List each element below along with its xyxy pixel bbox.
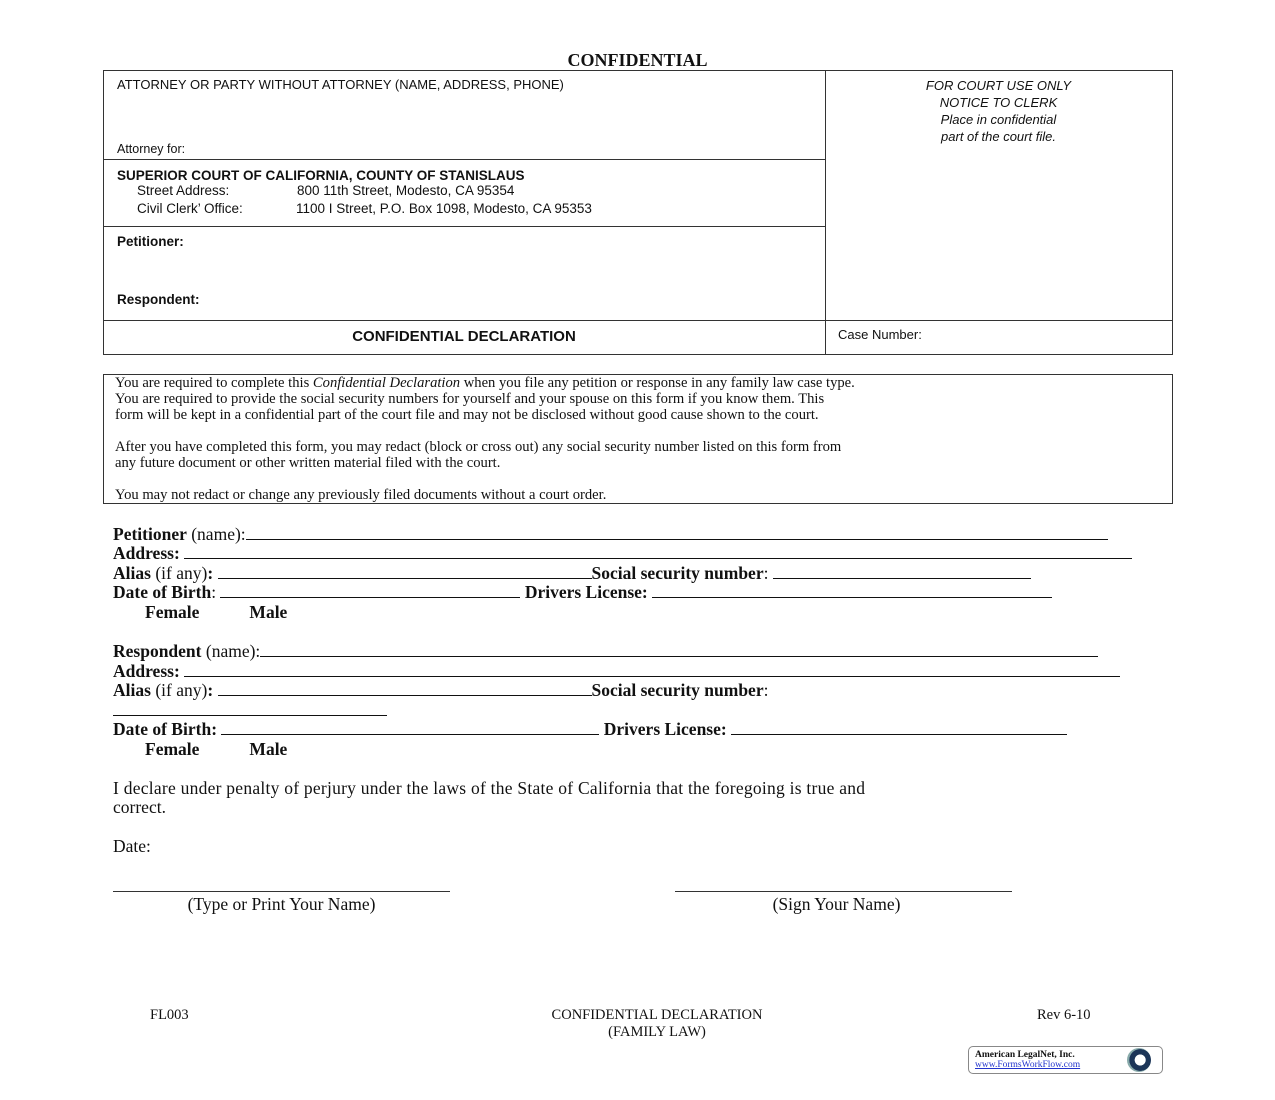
- notice-text-segment: You are required to complete this: [115, 375, 313, 391]
- declaration-text: correct.: [113, 797, 166, 817]
- field-label: Address:: [113, 661, 180, 681]
- petitioner-address-blank[interactable]: [184, 544, 1132, 559]
- clerk-value: 1100 I Street, P.O. Box 1098, Modesto, CA 95353: [296, 201, 592, 216]
- revision: Rev 6-10: [1037, 1007, 1091, 1023]
- form-title: CONFIDENTIAL DECLARATION: [352, 328, 576, 345]
- logo-url-link[interactable]: www.FormsWorkFlow.com: [975, 1060, 1081, 1070]
- footer-title-line: (FAMILY LAW): [608, 1024, 706, 1040]
- field-label: Date of Birth: [113, 582, 212, 602]
- divider: [103, 226, 825, 227]
- petitioner-dl-blank[interactable]: [652, 583, 1052, 598]
- notice-text-segment: when you file any petition or response in any family law case type.: [460, 375, 855, 391]
- field-label: Alias: [113, 563, 151, 583]
- field-label: Address:: [113, 543, 180, 563]
- female-option[interactable]: Female: [145, 739, 200, 759]
- signature-line[interactable]: [675, 891, 1012, 892]
- street-value: 800 11th Street, Modesto, CA 95354: [297, 183, 515, 198]
- male-option[interactable]: Male: [249, 739, 288, 759]
- field-label: Date of Birth: [113, 719, 212, 739]
- respondent-ssn-field[interactable]: [113, 700, 387, 720]
- date-label[interactable]: Date:: [113, 836, 151, 856]
- respondent-label[interactable]: Respondent:: [117, 292, 200, 307]
- petitioner-address-field[interactable]: [113, 543, 1132, 563]
- field-label: :: [211, 582, 217, 602]
- field-label: (name):: [186, 524, 246, 544]
- field-label: (if any): [150, 680, 208, 700]
- field-label: :: [207, 563, 214, 583]
- court-use-block: [826, 77, 1171, 145]
- declaration-text: I declare under penalty of perjury under the laws of the State of California that the foregoing is true and: [113, 778, 866, 798]
- respondent-gender-options: [145, 739, 287, 759]
- notice-text-italic: Confidential Declaration: [312, 375, 461, 391]
- field-label: Social security number: [591, 680, 764, 700]
- court-use-line: Place in confidential: [940, 112, 1057, 127]
- footer-title-line: CONFIDENTIAL DECLARATION: [551, 1007, 763, 1023]
- field-label: Drivers License:: [603, 719, 727, 739]
- petitioner-name-blank[interactable]: [246, 525, 1108, 540]
- petitioner-label[interactable]: Petitioner:: [117, 234, 184, 249]
- male-option[interactable]: Male: [249, 602, 288, 622]
- respondent-dl-blank[interactable]: [731, 720, 1067, 735]
- petitioner-dob-field[interactable]: [113, 582, 1052, 602]
- petitioner-dob-blank[interactable]: [220, 583, 520, 598]
- court-use-line: part of the court file.: [941, 129, 1056, 144]
- field-label: Respondent: [113, 641, 202, 661]
- petitioner-ssn-blank[interactable]: [773, 564, 1031, 579]
- respondent-ssn-blank[interactable]: [113, 701, 387, 716]
- field-label: Alias: [113, 680, 151, 700]
- court-use-line: FOR COURT USE ONLY: [925, 78, 1072, 93]
- clerk-label: Civil Clerk’ Office:: [137, 201, 243, 216]
- divider: [103, 159, 825, 160]
- field-label: :: [763, 563, 769, 583]
- field-label: :: [207, 680, 214, 700]
- field-label: (if any): [150, 563, 208, 583]
- notice-line: any future document or other written material filed with the court.: [115, 455, 501, 471]
- notice-line: You may not redact or change any previously filed documents without a court order.: [115, 487, 607, 503]
- female-option[interactable]: Female: [145, 602, 200, 622]
- header-title: CONFIDENTIAL: [567, 50, 708, 70]
- respondent-dob-blank[interactable]: [221, 720, 599, 735]
- notice-line: After you have completed this form, you may redact (block or cross out) any social security number listed on this form from: [115, 439, 842, 455]
- street-label: Street Address:: [137, 183, 230, 198]
- attorney-for-label[interactable]: Attorney for:: [117, 142, 186, 156]
- court-name: SUPERIOR COURT OF CALIFORNIA, COUNTY OF STANISLAUS: [117, 168, 525, 183]
- petitioner-alias-field[interactable]: [113, 563, 1031, 583]
- field-label: Petitioner: [113, 524, 187, 544]
- case-number-label[interactable]: Case Number:: [838, 327, 922, 342]
- respondent-alias-blank[interactable]: [218, 681, 592, 696]
- court-use-line: NOTICE TO CLERK: [939, 95, 1058, 110]
- notice-text: [115, 375, 855, 503]
- field-label: Drivers License:: [524, 582, 648, 602]
- petitioner-gender-options: [145, 602, 287, 622]
- footer-title: [457, 1007, 857, 1041]
- respondent-address-blank[interactable]: [184, 662, 1120, 677]
- print-name-line[interactable]: [113, 891, 450, 892]
- field-label: Social security number: [591, 563, 764, 583]
- globe-icon: [1127, 1048, 1151, 1072]
- respondent-name-blank[interactable]: [260, 642, 1098, 657]
- american-legalnet-logo[interactable]: [968, 1046, 1163, 1074]
- attorney-label[interactable]: ATTORNEY OR PARTY WITHOUT ATTORNEY (NAME, ADDRESS, PHONE): [117, 77, 564, 92]
- form-id: FL003: [150, 1007, 189, 1023]
- respondent-address-field[interactable]: [113, 661, 1120, 681]
- respondent-name-field[interactable]: [113, 641, 1098, 661]
- divider: [103, 320, 1173, 321]
- notice-line: form will be kept in a confidential part of the court file and may not be disclosed without good cause shown to the court.: [115, 407, 819, 423]
- logo-company: American LegalNet, Inc.: [975, 1050, 1075, 1060]
- field-label: :: [211, 719, 218, 739]
- notice-line: You are required to provide the social security numbers for yourself and your spouse on this form if you know them. This: [115, 391, 825, 407]
- respondent-dob-field[interactable]: [113, 719, 1067, 739]
- petitioner-name-field[interactable]: [113, 524, 1108, 544]
- respondent-alias-field[interactable]: [113, 680, 768, 700]
- field-label: :: [763, 680, 769, 700]
- sign-name-label: (Sign Your Name): [772, 894, 901, 914]
- field-label: (name):: [201, 641, 261, 661]
- petitioner-alias-blank[interactable]: [218, 564, 592, 579]
- print-name-label: (Type or Print Your Name): [187, 894, 376, 914]
